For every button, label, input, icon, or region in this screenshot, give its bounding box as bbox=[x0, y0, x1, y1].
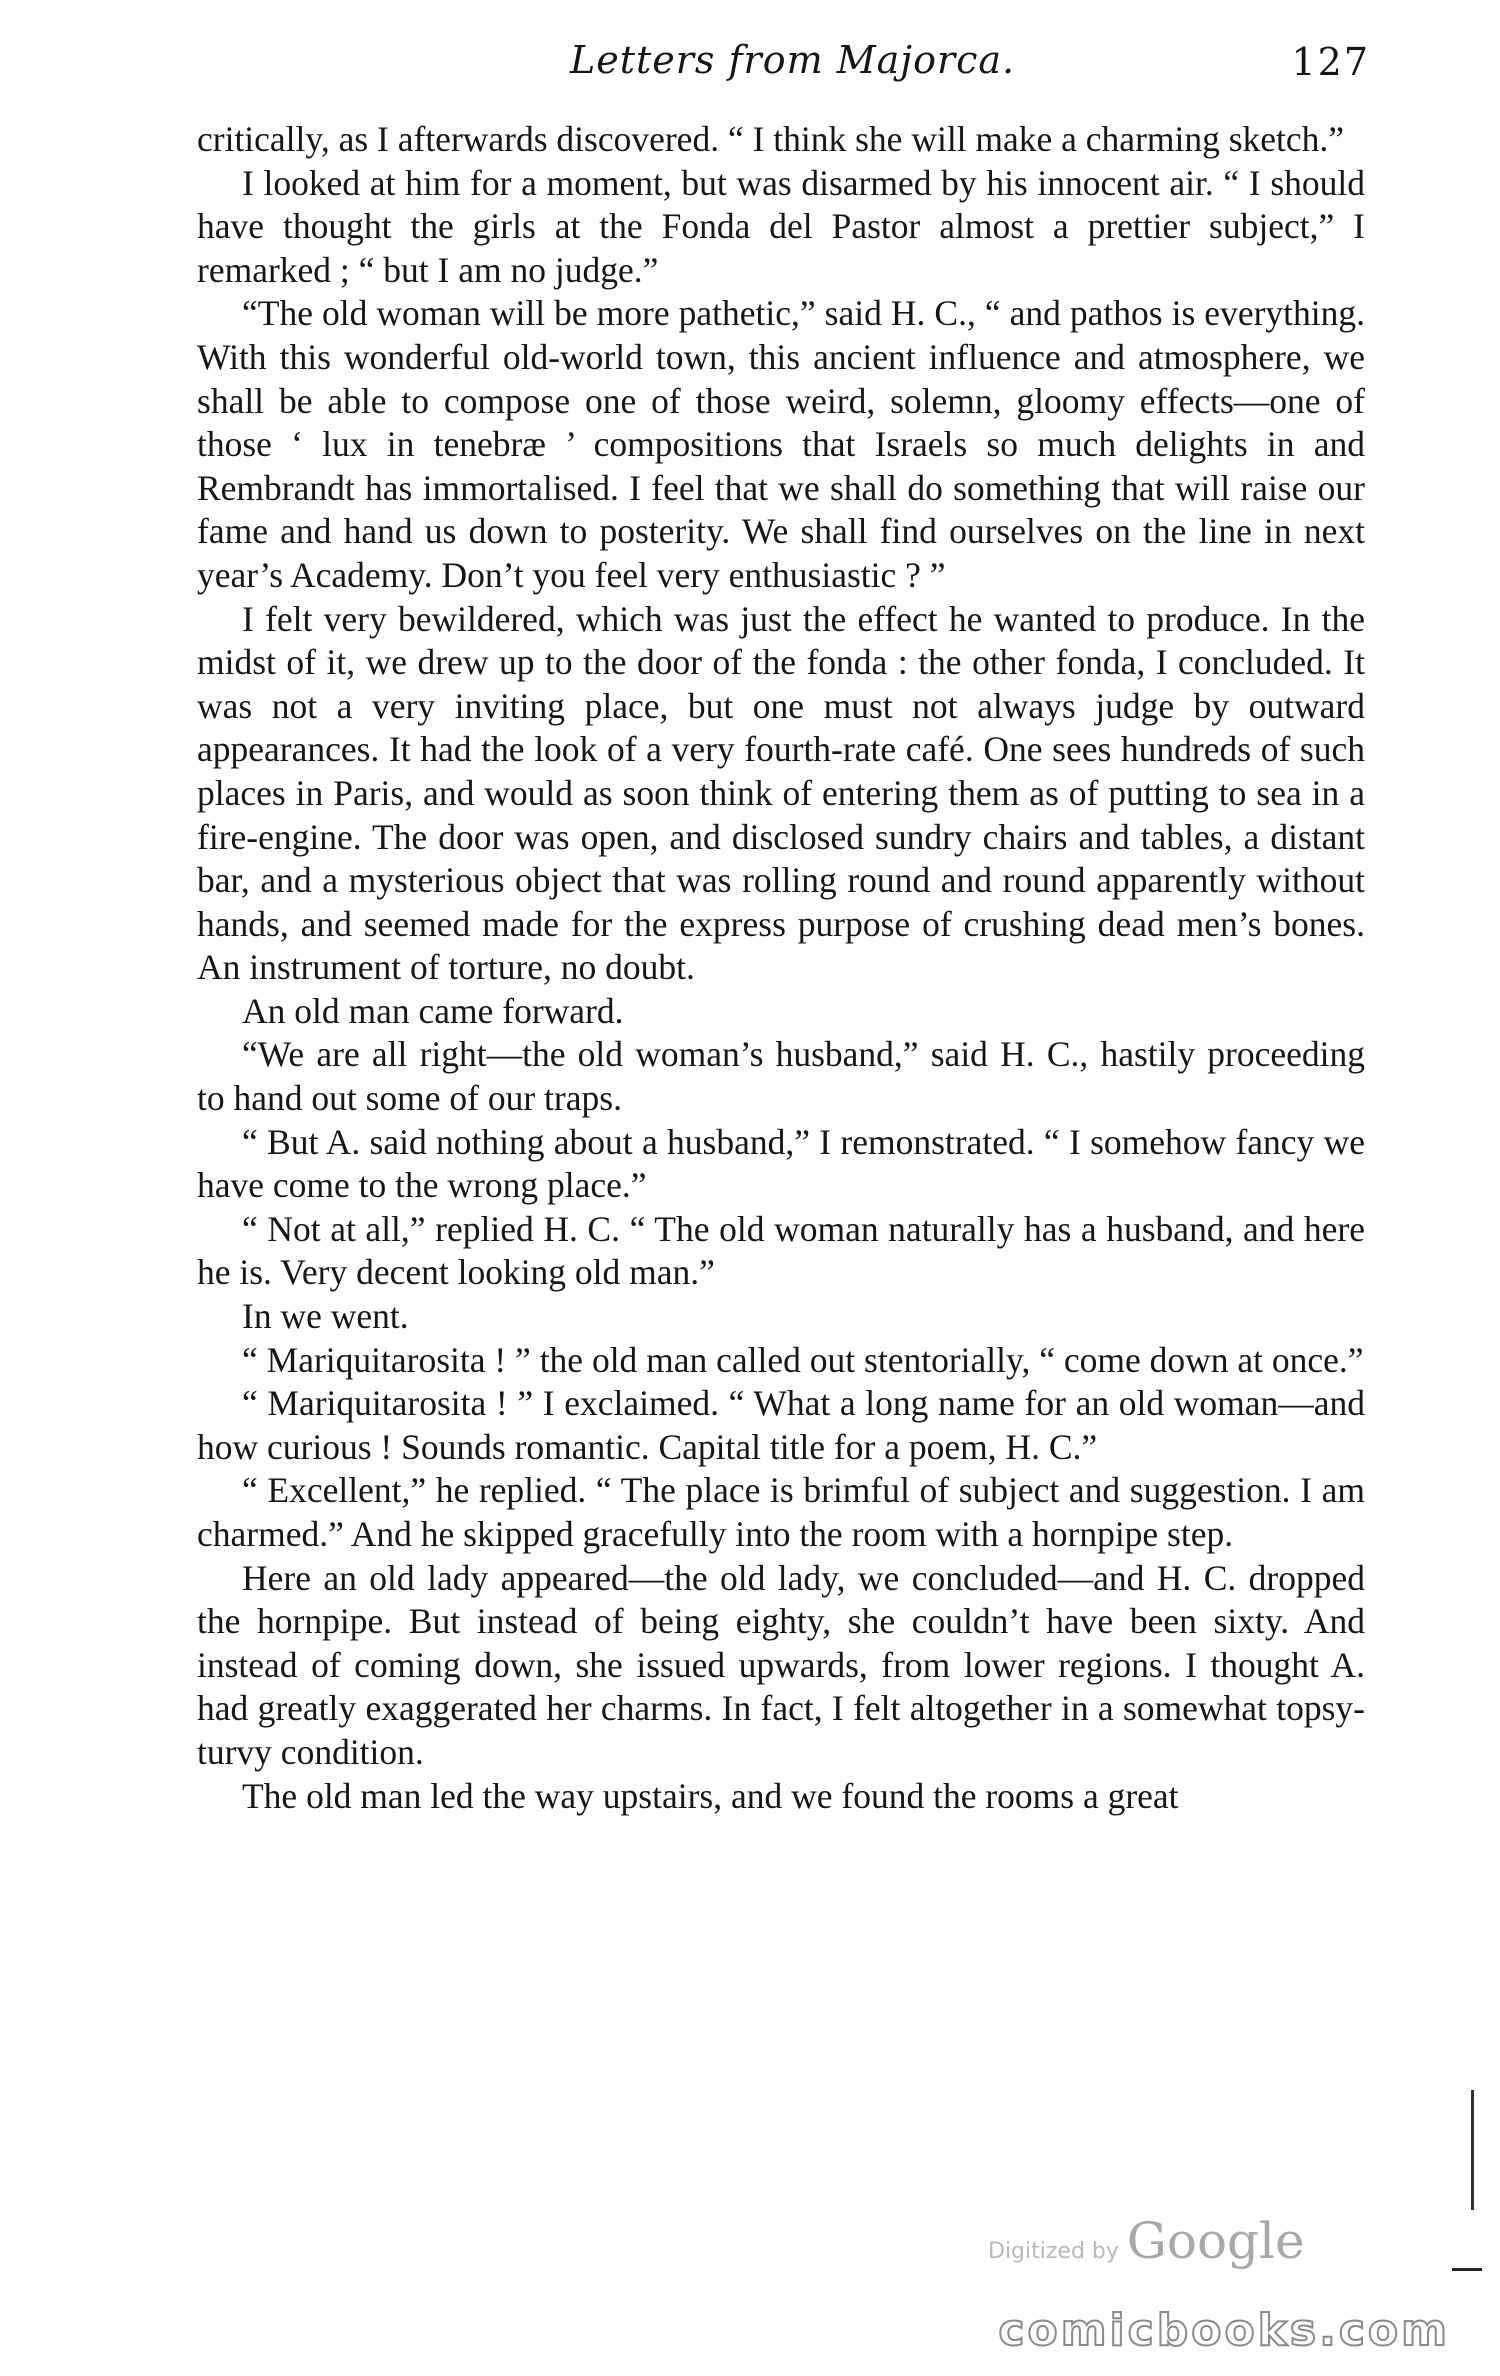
paragraph: An old man came forward. bbox=[242, 990, 624, 1031]
page-edge-mark bbox=[1452, 2268, 1482, 2271]
paragraph: In we went. bbox=[242, 1296, 409, 1337]
digitized-by-stamp bbox=[988, 2212, 1305, 2270]
paragraph: “ Not at all,” replied H. C. “ The old woman naturally has a husband, and here he is. Very decent looking old man.” bbox=[197, 1208, 1365, 1293]
paragraph: Here an old lady appeared—the old lady, we concluded—and H. C. dropped the hornpipe. But instead of being eighty, she couldn’t have been sixty. And instead of coming down, she issued upwards, from lower regions. I thought A. had greatly exaggerated her charms. In fact, I felt altogether in a somewhat topsy-turvy condition. bbox=[197, 1557, 1365, 1772]
paragraph: I felt very bewildered, which was just the effect he wanted to produce. In the midst of it, we drew up to the door of the fonda : the other fonda, I concluded. It was not a very inviting place, but one must not always judge by outward appearances. It had the look of a very fourth-rate café. One sees hundreds of such places in Paris, and would as soon think of entering them as of putting to sea in a fire-engine. The door was open, and disclosed sundry chairs and tables, a distant bar, and a mysterious object that was rolling round and round apparently without hands, and seemed made for the express purpose of crushing dead men’s bones. An instrument of torture, no doubt. bbox=[197, 598, 1365, 988]
paragraph: The old man led the way upstairs, and we found the rooms a great bbox=[242, 1775, 1179, 1816]
paragraph: “ Mariquitarosita ! ” the old man called out stentorially, “ come down at once.” bbox=[242, 1339, 1364, 1380]
page-edge-line bbox=[1471, 2090, 1474, 2210]
paragraph-continuation: critically, as I afterwards discovered. “ I think she will make a charming sketch.” bbox=[197, 119, 1345, 159]
digitized-by-text: Digitized by bbox=[988, 2239, 1119, 2264]
paragraph: “We are all right—the old woman’s husband,” said H. C., hastily proceeding to hand out some of our traps. bbox=[197, 1034, 1365, 1119]
body-text bbox=[197, 118, 1365, 1818]
page-number: 127 bbox=[1291, 40, 1370, 84]
paragraph: “ But A. said nothing about a husband,” I remonstrated. “ I somehow fancy we have come to the wrong place.” bbox=[197, 1121, 1365, 1206]
running-title: Letters from Majorca. bbox=[570, 38, 1016, 82]
paragraph: I looked at him for a moment, but was disarmed by his innocent air. “ I should have thought the girls at the Fonda del Pastor almost a prettier subject,” I remarked ; “ but I am no judge.” bbox=[197, 162, 1365, 290]
paragraph: “The old woman will be more pathetic,” said H. C., “ and pathos is everything. With this wonderful old-world town, this ancient influence and atmosphere, we shall be able to compose one of those weird, solemn, gloomy effects—one of those ‘ lux in tenebræ ’ compositions that Israels so much delights in and Rembrandt has immortalised. I feel that we shall do something that will raise our fame and hand us down to posterity. We shall find ourselves on the line in next year’s Academy. Don’t you feel very enthusiastic ? ” bbox=[197, 293, 1365, 595]
watermark: comicbooks.com bbox=[998, 2305, 1450, 2356]
google-logo: Google bbox=[1126, 2212, 1305, 2270]
paragraph: “ Excellent,” he replied. “ The place is brimful of subject and suggestion. I am charmed.” And he skipped gracefully into the room with a hornpipe step. bbox=[197, 1470, 1365, 1554]
paragraph: “ Mariquitarosita ! ” I exclaimed. “ What a long name for an old woman—and how curious ! Sounds romantic. Capital title for a poem, H. C.” bbox=[197, 1383, 1365, 1467]
